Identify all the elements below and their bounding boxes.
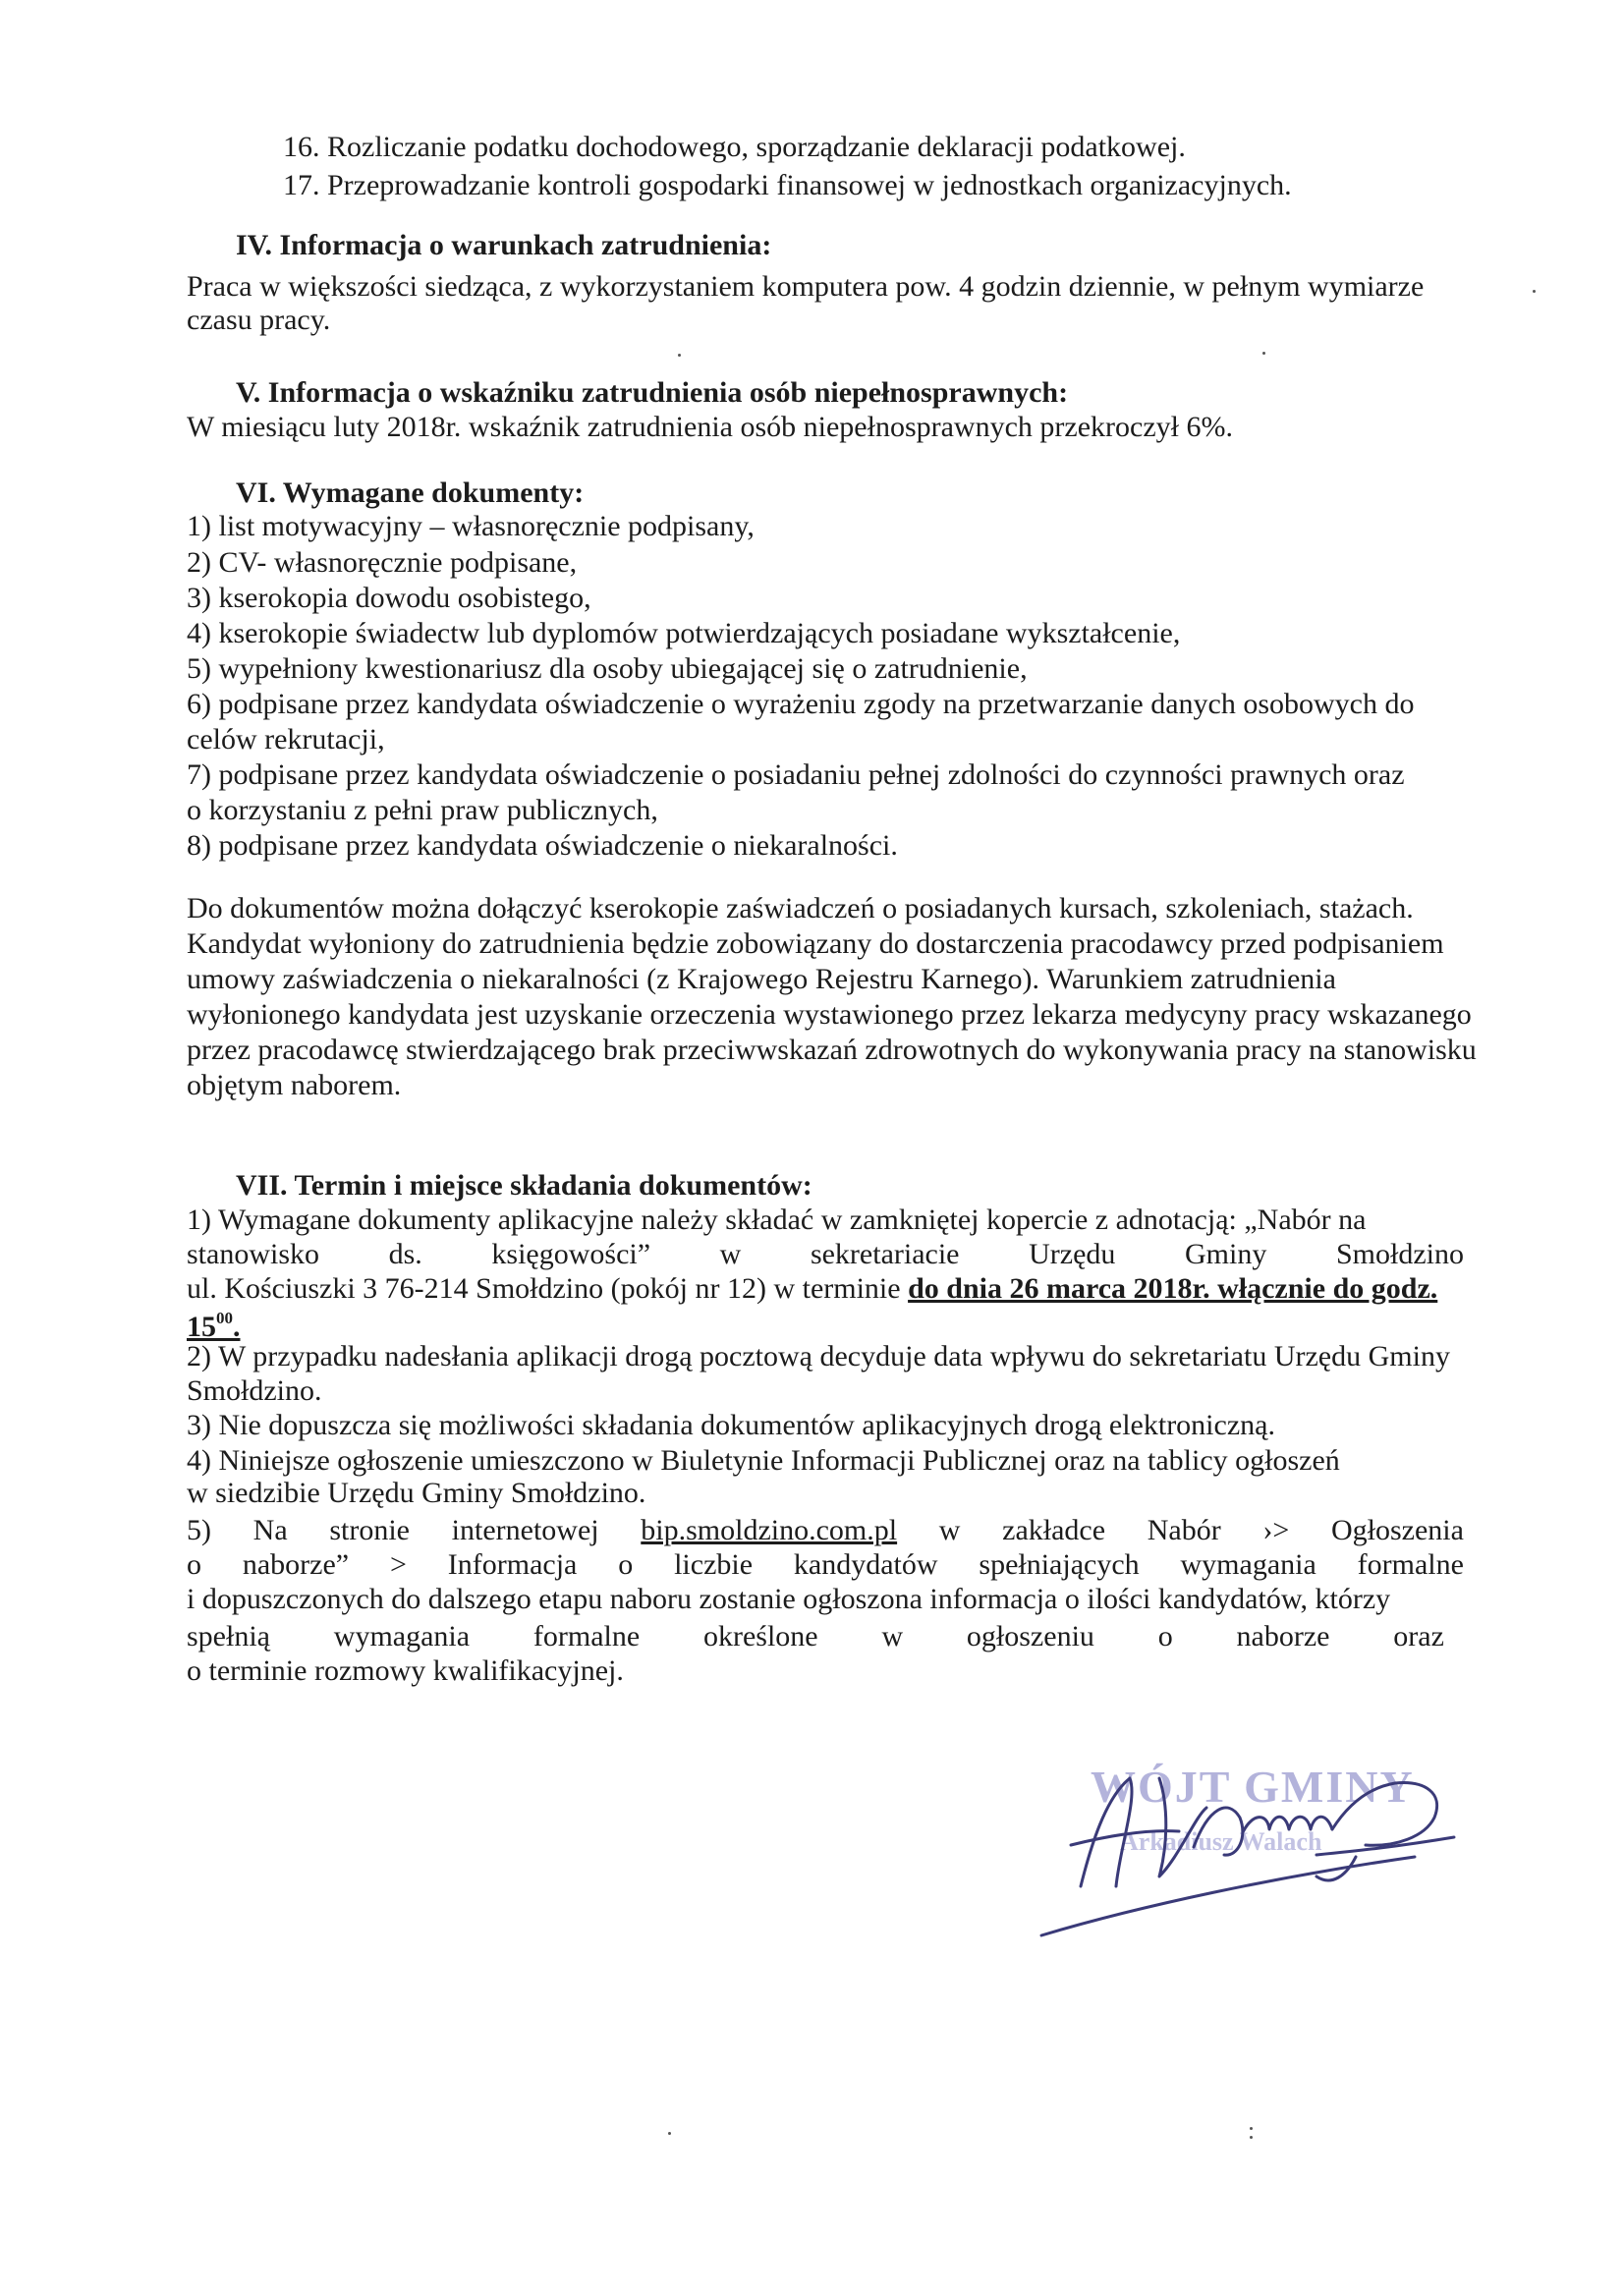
duty-17: 17. Przeprowadzanie kontroli gospodarki finansowej w jednostkach organizacyjnych. [283, 169, 1292, 201]
deadline-item-3: 3) Nie dopuszcza się możliwości składania dokumentów aplikacyjnych drogą elektroniczną. [187, 1409, 1275, 1441]
doc-item-6-line-1: 6) podpisane przez kandydata oświadczenie o wyrażeniu zgody na przetwarzanie danych osobowych do [187, 688, 1415, 720]
word: > [389, 1548, 407, 1581]
additional-text-4: wyłonionego kandydata jest uzyskanie orzeczenia wystawionego przez lekarza medycyny pracy wskazanego [187, 998, 1472, 1031]
word: liczbie [674, 1548, 754, 1581]
additional-text-2: Kandydat wyłoniony do zatrudnienia będzie zobowiązany do dostarczenia pracodawcy przed podpisaniem [187, 927, 1444, 960]
bip-link[interactable]: bip.smoldzino.com.pl [641, 1514, 898, 1546]
doc-item-1: 1) list motywacyjny – własnoręcznie podpisany, [187, 510, 755, 542]
word: 5) [187, 1514, 211, 1546]
word: o [618, 1548, 634, 1581]
deadline-item-5-line-3: i dopuszczonych do dalszego etapu naboru zostanie ogłoszona informacja o ilości kandydatów, którzy [187, 1583, 1391, 1615]
deadline-item-5-line-2 [187, 1548, 1464, 1582]
stamp-title: WÓJT GMINY [1091, 1762, 1415, 1812]
deadline-item-5-line-1 [187, 1514, 1464, 1547]
word: Na [252, 1514, 288, 1546]
additional-text-5: przez pracodawcę stwierdzającego brak przeciwwskazań zdrowotnych do wykonywania pracy na stanowisku [187, 1034, 1477, 1066]
deadline-item-2-line-2: Smołdzino. [187, 1374, 322, 1407]
section-iv-heading: IV. Informacja o warunkach zatrudnienia: [236, 229, 772, 261]
word: spełniających [979, 1548, 1140, 1581]
word: naborze” [242, 1548, 350, 1581]
duty-16: 16. Rozliczanie podatku dochodowego, sporządzanie deklaracji podatkowej. [283, 131, 1186, 163]
word: sekretariacie [810, 1238, 960, 1270]
scan-speck [1250, 2127, 1253, 2130]
additional-text-3: umowy zaświadczenia o niekaralności (z Krajowego Rejestru Karnego). Warunkiem zatrudnienia [187, 963, 1336, 995]
scan-speck [1250, 2136, 1253, 2139]
word: ogłoszeniu [966, 1620, 1094, 1652]
deadline-hour [187, 1302, 241, 1344]
section-v-text: W miesiącu luty 2018r. wskaźnik zatrudnienia osób niepełnosprawnych przekroczył 6%. [187, 411, 1233, 443]
word: formalne [532, 1620, 641, 1652]
doc-item-5: 5) wypełniony kwestionariusz dla osoby ubiegającej się o zatrudnienie, [187, 652, 1028, 685]
word: Smołdzino [1335, 1238, 1464, 1270]
word: stronie [329, 1514, 410, 1546]
word: wymagania [1180, 1548, 1316, 1581]
section-iv-text-1: Praca w większości siedząca, z wykorzystaniem komputera pow. 4 godzin dziennie, w pełnym wymiarze [187, 270, 1425, 303]
deadline-item-1-line-2 [187, 1238, 1464, 1271]
word: Urzędu [1029, 1238, 1116, 1270]
word: zakładce [1002, 1514, 1106, 1546]
scan-speck [678, 354, 681, 357]
doc-item-2: 2) CV- własnoręcznie podpisane, [187, 546, 578, 579]
scan-speck [1262, 352, 1265, 355]
additional-text-1: Do dokumentów można dołączyć kserokopie zaświadczeń o posiadanych kursach, szkoleniach, stażach. [187, 892, 1414, 924]
deadline-item-4-line-2: w siedzibie Urzędu Gminy Smołdzino. [187, 1477, 646, 1509]
doc-item-3: 3) kserokopia dowodu osobistego, [187, 582, 591, 614]
doc-item-7-line-2: o korzystaniu z pełni praw publicznych, [187, 794, 658, 826]
scan-speck [1533, 290, 1536, 293]
word: określone [702, 1620, 818, 1652]
section-iv-text-2: czasu pracy. [187, 304, 331, 336]
deadline-hour-value: 15 [187, 1311, 216, 1343]
deadline-item-4-line-1: 4) Niniejsze ogłoszenie umieszczono w Biuletynie Informacji Publicznej oraz na tablicy ogłoszeń [187, 1444, 1340, 1477]
section-v-heading: V. Informacja o wskaźniku zatrudnienia osób niepełnosprawnych: [236, 376, 1069, 409]
doc-item-7-line-1: 7) podpisane przez kandydata oświadczenie o posiadaniu pełnej zdolności do czynności prawnych oraz [187, 758, 1405, 791]
deadline-item-2-line-1: 2) W przypadku nadesłania aplikacji drogą pocztową decyduje data wpływu do sekretariatu Urzędu Gminy [187, 1340, 1450, 1372]
word: w [938, 1514, 961, 1546]
additional-text-6: objętym naborem. [187, 1069, 402, 1101]
word: ›> [1262, 1514, 1290, 1546]
signature [1022, 1739, 1474, 1965]
word: naborze [1236, 1620, 1330, 1652]
doc-item-4: 4) kserokopie świadectw lub dyplomów potwierdzających posiadane wykształcenie, [187, 617, 1181, 649]
word: o [187, 1548, 201, 1581]
word: w [881, 1620, 904, 1652]
word: Nabór [1147, 1514, 1221, 1546]
word: formalne [1357, 1548, 1464, 1581]
section-vii-heading: VII. Termin i miejsce składania dokumentów: [236, 1169, 812, 1202]
deadline-item-1-line-3 [187, 1272, 1437, 1306]
word: ds. [388, 1238, 422, 1270]
word: Informacja [447, 1548, 578, 1581]
word: wymagania [333, 1620, 471, 1652]
deadline-minutes: 00 [216, 1309, 233, 1327]
section-vi-heading: VI. Wymagane dokumenty: [236, 476, 585, 509]
word: internetowej [451, 1514, 599, 1546]
deadline-period: . [233, 1311, 241, 1343]
doc-item-6-line-2: celów rekrutacji, [187, 723, 385, 756]
word: księgowości” [491, 1238, 651, 1270]
stamp-name: Arkadiusz Walach [1120, 1827, 1322, 1856]
word: o [1157, 1620, 1173, 1652]
word: stanowisko [187, 1238, 319, 1270]
doc-item-8: 8) podpisane przez kandydata oświadczenie o niekaralności. [187, 829, 898, 862]
word: Gminy [1185, 1238, 1267, 1270]
deadline-item-5-line-5: o terminie rozmowy kwalifikacyjnej. [187, 1654, 624, 1687]
word: oraz [1393, 1620, 1444, 1652]
deadline-item-1-line-1: 1) Wymagane dokumenty aplikacyjne należy składać w zamkniętej kopercie z adnotacją: „Nabór na [187, 1204, 1367, 1236]
official-stamp [1022, 1739, 1474, 1965]
deadline-date: do dnia 26 marca 2018r. włącznie do godz. [908, 1272, 1438, 1305]
word: kandydatów [793, 1548, 938, 1581]
word: spełnią [187, 1620, 270, 1652]
scan-speck [668, 2132, 671, 2135]
address-text: ul. Kościuszki 3 76-214 Smołdzino (pokój nr 12) w terminie [187, 1272, 909, 1305]
word: Ogłoszenia [1330, 1514, 1464, 1546]
word: w [719, 1238, 742, 1270]
deadline-item-5-line-4 [187, 1620, 1444, 1653]
